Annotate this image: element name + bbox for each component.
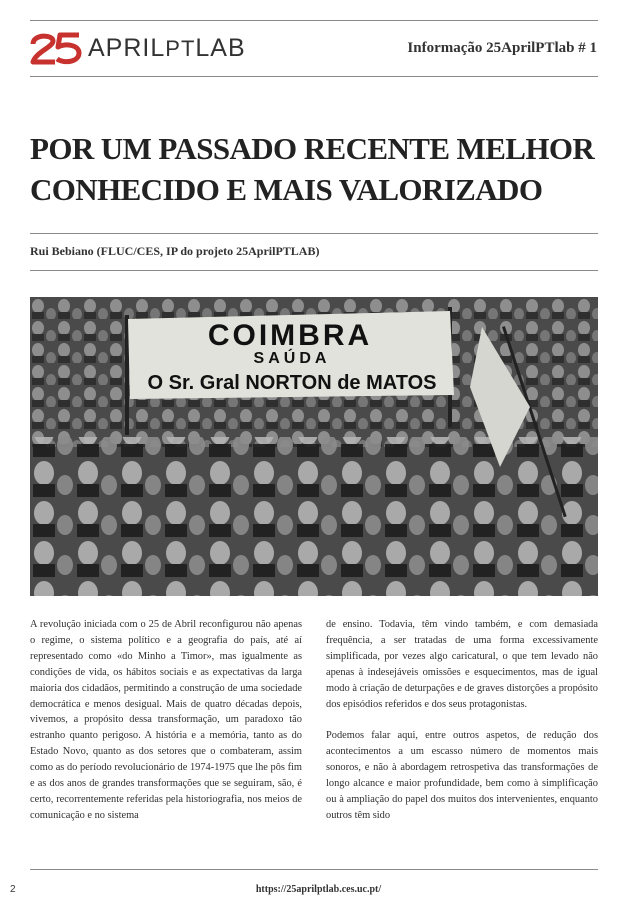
author-top-rule xyxy=(30,233,598,234)
header-top-rule xyxy=(30,20,598,21)
paragraph: de ensino. Todavia, têm vindo também, e com demasiada frequência, a ser tratadas de uma forma excessivamente simplificada, por vezes algo caricatural, o que tem levado não apenas à indesejáveis omissões e esquecimentos, mas de igual modo à criação de deturpações e de graves distorções a propósito dos episódios referidos e dos seus protagonistas. xyxy=(326,619,598,710)
logo-25-mark-icon xyxy=(30,30,82,66)
article-photo xyxy=(30,297,598,596)
article-title xyxy=(30,128,605,210)
paragraph: A revolução iniciada com o 25 de Abril reconfigurou não apenas o regime, o sistema político e a geografia do país, até aí representado como «do Minho a Timor», mas igualmente as condições de vida, os hábitos sociais e as expectativas da larga maioria dos cidadãos, permitindo a construção de uma sociedade democrática e menos desigual. Mais de quatro décadas depois, vivemos, a propósito dessa transformação, um paradoxo tão estranho quanto perigoso. A história e a memória, tanto as do Estado Novo, quanto as dos setores que o combateram, assim como as do período revolucionário de 1974-1975 que lhe pôs fim e as dos anos de grandes transformações que se seguiram, são, é certo, recorrentemente referidas pela historiografia, nos meios de comunicação e no sistema xyxy=(30,619,302,821)
page-number: 2 xyxy=(10,884,16,895)
footer-rule xyxy=(30,869,598,870)
april-pt-lab-logo xyxy=(30,30,246,66)
logo-word-lab: LAB xyxy=(195,33,246,62)
issue-label: Informação 25AprilPTlab # 1 xyxy=(407,40,597,56)
paragraph: Podemos falar aqui, entre outros aspetos, de redução dos acontecimentos a um escasso número de momentos mais sonoros, e não à abordagem retrospetiva das transformações de longo alcance e maior profundidade, bem como à simplificação ou à ampliação do papel dos muitos dos intervenientes, enquanto outros têm sido xyxy=(326,730,598,821)
logo-word-pt: PT xyxy=(165,35,196,61)
banner-line-2: SAÚDA xyxy=(253,350,331,367)
title-line-2: CONHECIDO E MAIS VALORIZADO xyxy=(30,172,543,207)
banner-line-3: O Sr. Gral NORTON de MATOS xyxy=(147,372,437,394)
banner-line-1: COIMBRA xyxy=(207,319,373,352)
body-column-left xyxy=(30,617,302,824)
header-bottom-rule xyxy=(30,76,598,77)
title-line-1: POR UM PASSADO RECENTE MELHOR xyxy=(30,131,595,166)
logo-wordmark xyxy=(88,34,246,63)
footer-url-link[interactable]: https://25aprilptlab.ces.uc.pt/ xyxy=(255,884,382,895)
author-bottom-rule xyxy=(30,270,598,271)
logo-word-april: APRIL xyxy=(88,33,166,62)
crowd-photo-illustration xyxy=(30,297,598,596)
body-column-right xyxy=(326,617,598,824)
article-author: Rui Bebiano (FLUC/CES, IP do projeto 25AprilPTLAB) xyxy=(30,244,320,258)
